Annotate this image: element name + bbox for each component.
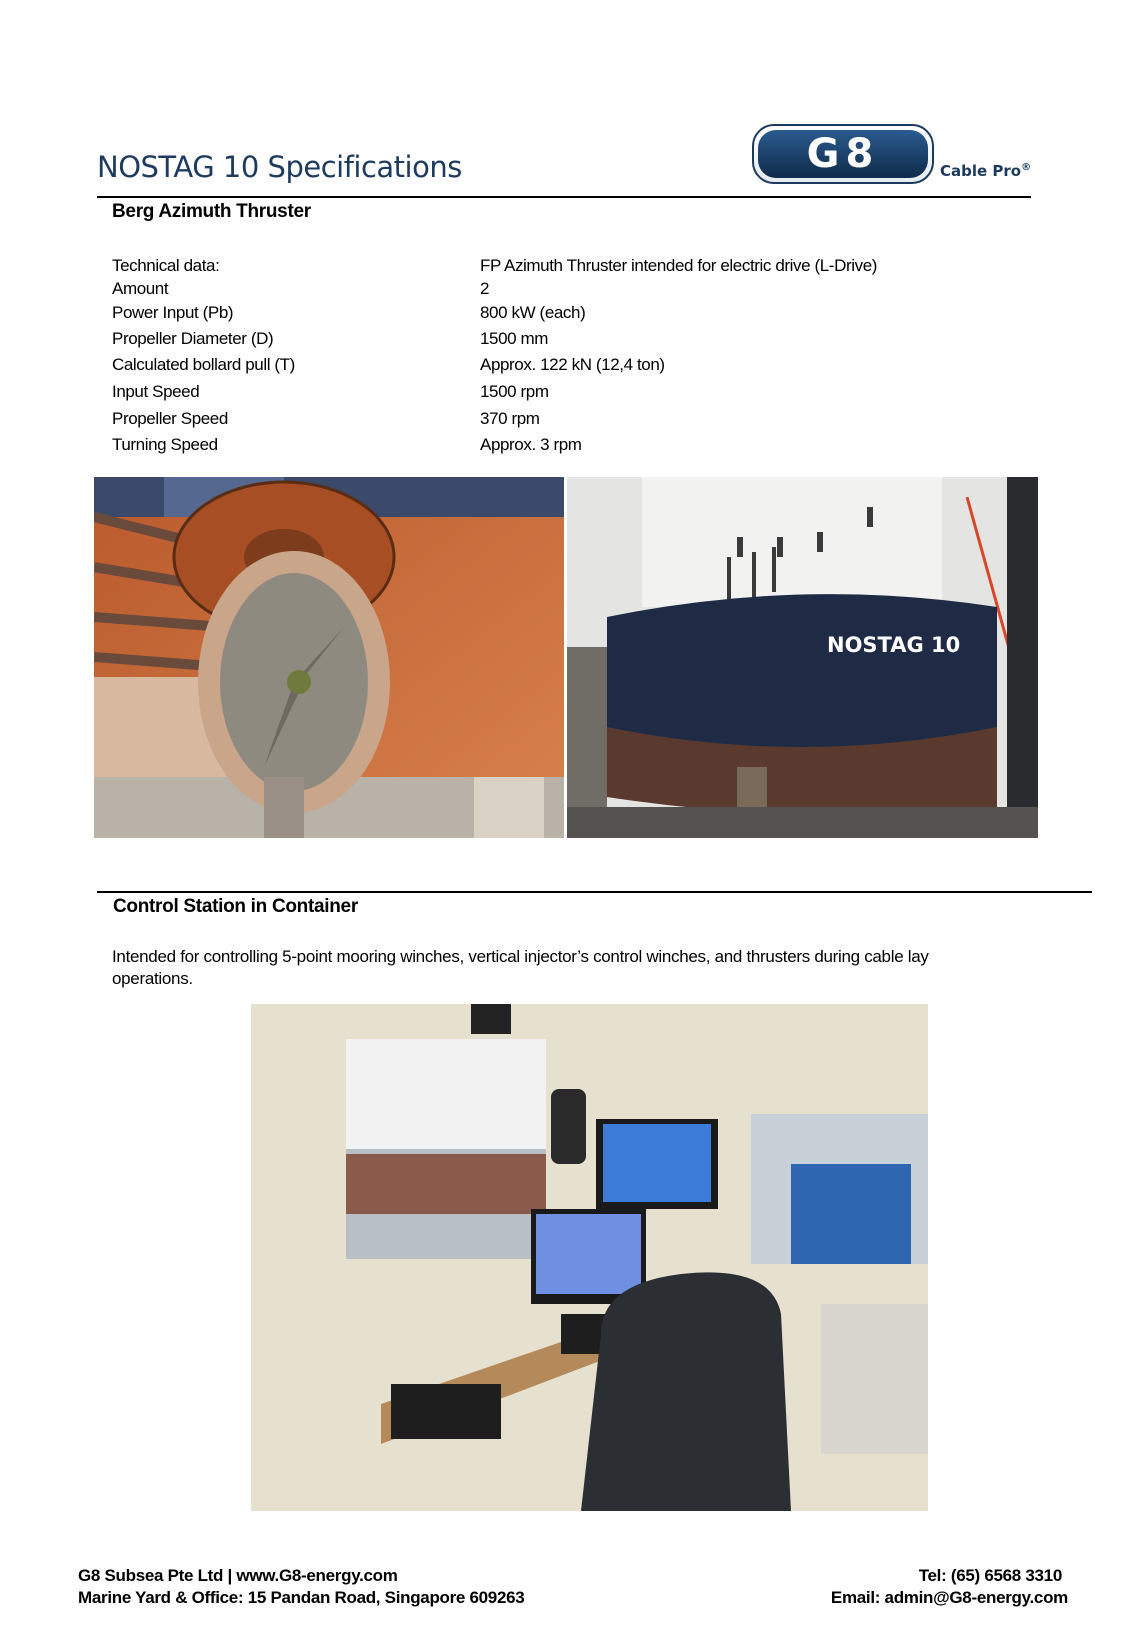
spec-row [112,256,992,279]
control-station-photo [251,1004,928,1511]
spec-value: 1500 rpm [480,382,549,401]
thruster-illustration [94,477,564,838]
spec-label: Calculated bollard pull (T) [112,355,295,374]
control-description: Intended for controlling 5-point mooring winches, vertical injector’s control winches, and thrusters during cable lay operations. [112,947,929,988]
g8-logo-badge [752,124,934,184]
footer-email: Email: admin@G8-energy.com [830,1588,1068,1607]
spec-label: Technical data: [112,256,220,275]
vessel-stern-photo [567,477,1038,838]
spec-label: Propeller Diameter (D) [112,329,274,348]
spec-row [112,279,992,303]
company-logo [752,124,1035,188]
g8-logo-mark: G8 [758,130,928,178]
spec-value: 800 kW (each) [480,303,586,322]
page-title: NOSTAG 10 Specifications [97,150,462,184]
spec-label: Input Speed [112,382,200,401]
logo-tagline [940,162,1031,180]
section-heading-thruster: Berg Azimuth Thruster [112,201,311,222]
logo-tagline-text: Cable Pro [940,162,1022,180]
spec-value: FP Azimuth Thruster intended for electric drive (L-Drive) [480,256,878,275]
spec-value: Approx. 122 kN (12,4 ton) [480,355,665,374]
spec-label: Propeller Speed [112,409,228,428]
spec-label: Amount [112,279,169,298]
spec-row [112,409,992,435]
registered-trademark: ® [1021,162,1032,173]
spec-label: Power Input (Pb) [112,303,234,322]
spec-value: 1500 mm [480,329,549,348]
spec-table [112,256,992,460]
spec-row [112,303,992,329]
section-heading-control: Control Station in Container [113,896,358,917]
thruster-photo [94,477,564,838]
spec-row [112,382,992,409]
spec-value: 370 rpm [480,409,540,428]
spec-value: Approx. 3 rpm [480,435,582,454]
hull-name-text: NOSTAG 10 [827,633,961,657]
header-divider [97,196,1031,198]
control-station-illustration [251,1004,928,1511]
section-divider [97,891,1092,893]
spec-row [112,329,992,355]
spec-label: Turning Speed [112,435,218,454]
footer-address: Marine Yard & Office: 15 Pandan Road, Singapore 609263 [78,1588,525,1607]
footer-company: G8 Subsea Pte Ltd | www.G8-energy.com [78,1566,398,1585]
vessel-illustration [567,477,1038,838]
footer-tel: Tel: (65) 6568 3310 [918,1566,1062,1585]
spec-value: 2 [480,279,490,298]
spec-row [112,435,992,460]
spec-row [112,355,992,382]
